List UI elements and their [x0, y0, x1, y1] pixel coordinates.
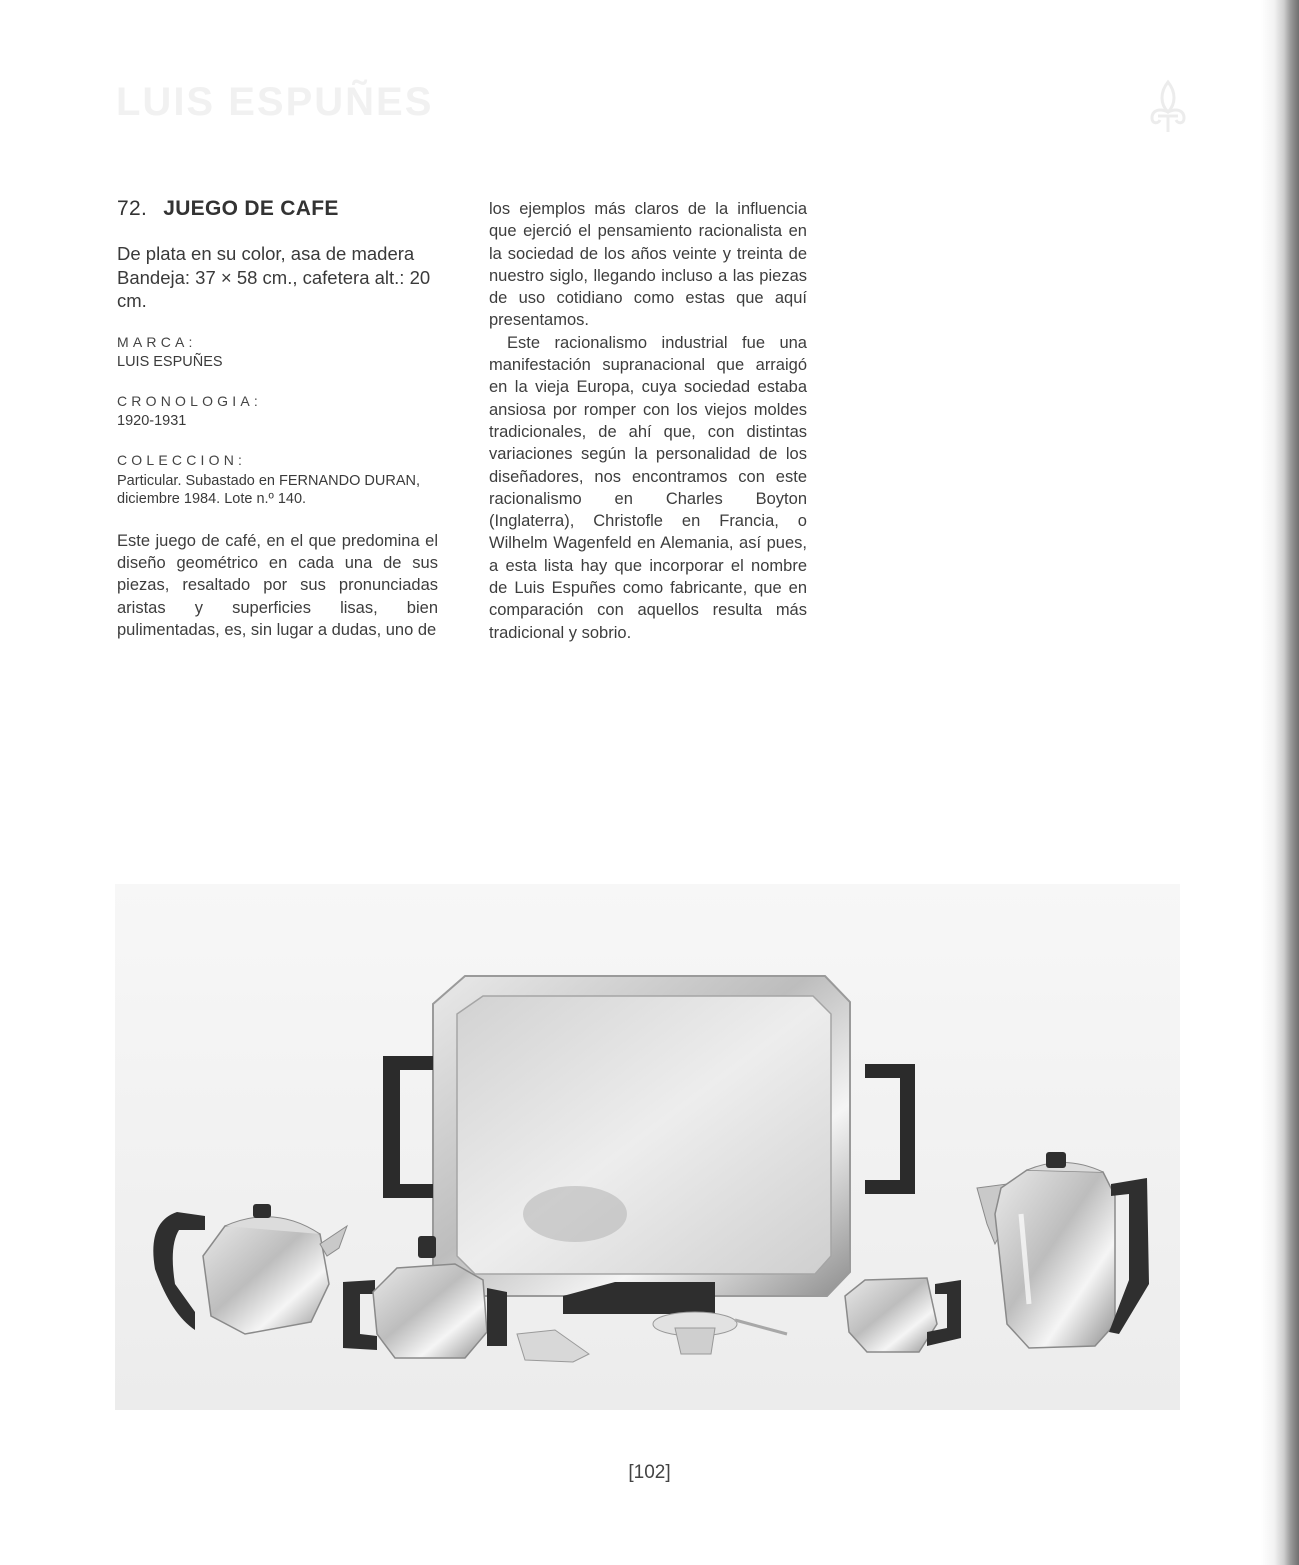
entry-number: 72. [117, 197, 148, 220]
coleccion-value: Particular. Subastado en FERNANDO DURAN, diciembre 1984. Lote n.º 140. [117, 472, 420, 507]
running-header: LUIS ESPUÑES [116, 80, 434, 124]
marca-label: MARCA: [117, 333, 197, 350]
body-paragraph-2: Este racionalismo industrial fue una manifestación supranacional que arraigó en la vieja Europa, cuya sociedad estaba ansiosa por romper con los viejos moldes tradicionales, de ahí que, con distintas variaciones según la personalidad de los diseñadores, nos encontramos con este racionalismo en Charles Boyton (Inglaterra), Christofle en Francia, o Wilhelm Wagenfeld en Alemania, así pues, a esta lista hay que incorporar el nombre de Luis Espuñes como fabricante, que en comparación con aquellos resulta más tradicional y sobrio. [489, 333, 807, 642]
material-line: De plata en su color, asa de madera [117, 243, 415, 265]
cronologia-value: 1920-1931 [117, 413, 187, 430]
body-paragraph-1b: los ejemplos más claros de la influencia que ejerció el pensamiento racionalista en la sociedad de los años veinte y treinta de nuestro siglo, llegando incluso a las piezas de uso cotidiano como estas que aquí presentamos. [489, 200, 807, 330]
coffee-set-photo [115, 884, 1180, 1410]
scan-edge-shadow [1261, 0, 1299, 1565]
marca-value: LUIS ESPUÑES [117, 354, 223, 371]
tray [383, 976, 915, 1314]
dimensions-line: Bandeja: 37 × 58 cm., cafetera alt.: 20 cm. [117, 266, 431, 312]
fleur-de-lis-icon [1148, 78, 1188, 134]
right-column [489, 198, 807, 644]
body-paragraph-1a: Este juego de café, en el que predomina el diseño geométrico en cada una de sus piezas, resaltado por sus pronunciadas aristas y superficies lisas, bien pulimentadas, es, sin lugar a dudas, uno de [117, 531, 438, 639]
coleccion-label: COLECCION: [117, 452, 247, 469]
entry-description [117, 242, 438, 313]
page-number: [102] [628, 1462, 671, 1483]
entry-name: JUEGO DE CAFE [163, 197, 339, 220]
entry-title [117, 198, 438, 220]
left-column [117, 198, 438, 641]
cronologia-label: CRONOLOGIA: [117, 393, 262, 410]
